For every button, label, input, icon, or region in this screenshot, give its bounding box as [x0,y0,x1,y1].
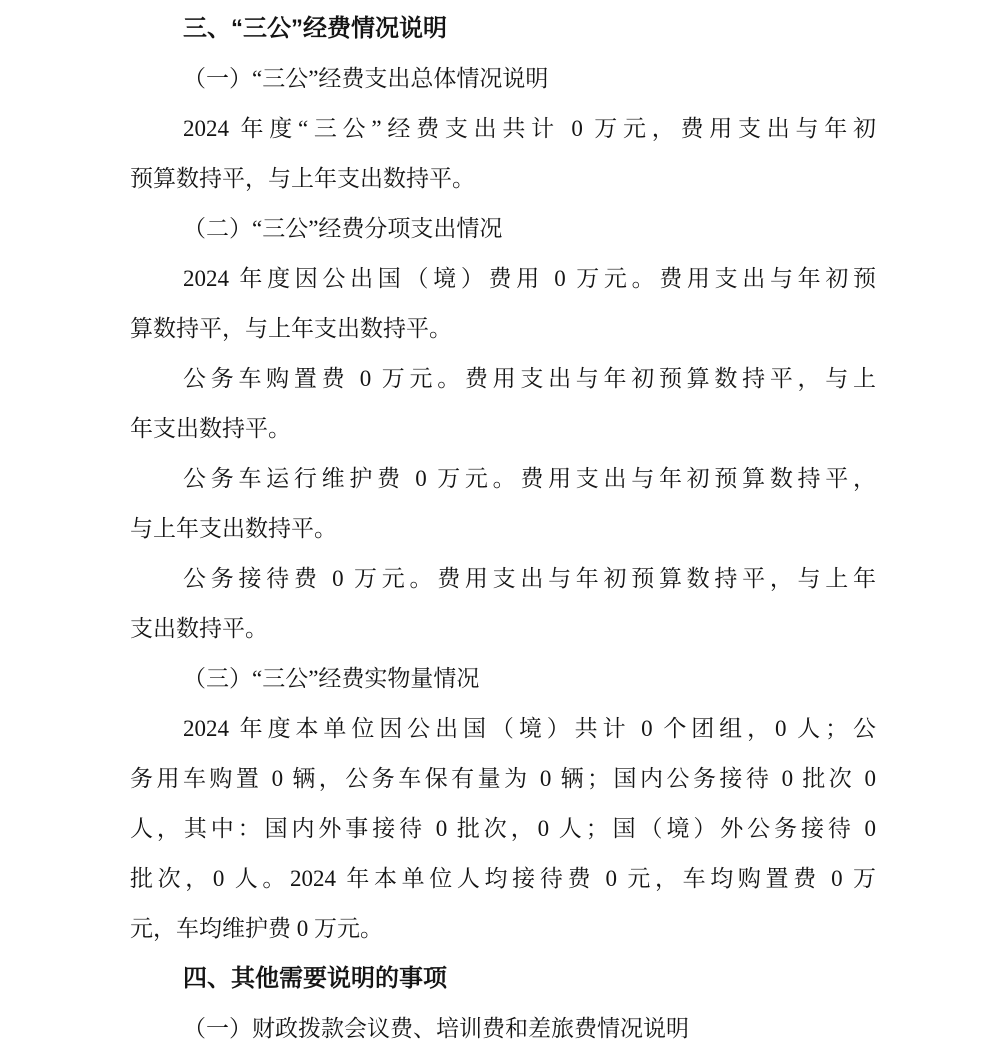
para-vehicle-maintenance-line-2: 与上年支出数持平。 [130,516,337,541]
para-vehicle-maintenance-line-1: 公务车运行维护费 0 万元。费用支出与年初预算数持平， [183,466,876,491]
para-reception-line-2: 支出数持平。 [130,616,268,641]
para-quantity-line-2: 务用车购置 0 辆，公务车保有量为 0 辆；国内公务接待 0 批次 0 [130,766,876,791]
para-quantity-line-1: 2024 年度本单位因公出国（境）共计 0 个团组，0 人；公 [183,716,876,741]
para-quantity-line-4: 批次，0 人。2024 年本单位人均接待费 0 元，车均购置费 0 万 [130,866,876,891]
para-vehicle-purchase-line-1: 公务车购置费 0 万元。费用支出与年初预算数持平，与上 [183,366,876,391]
para-quantity-line-5: 元，车均维护费 0 万元。 [130,916,383,941]
section-heading-other-matters: 四、其他需要说明的事项 [183,965,447,992]
subheading-meeting-training-travel: （一）财政拨款会议费、培训费和差旅费情况说明 [183,1016,689,1041]
para-abroad-line-2: 算数持平，与上年支出数持平。 [130,316,452,341]
para-abroad-line-1: 2024 年度因公出国（境）费用 0 万元。费用支出与年初预 [183,266,876,291]
para-overall-line-2: 预算数持平，与上年支出数持平。 [130,166,475,191]
subheading-physical-quantity: （三）“三公”经费实物量情况 [183,666,480,691]
para-overall-line-1: 2024 年度“三公”经费支出共计 0 万元，费用支出与年初 [183,116,876,141]
para-quantity-line-3: 人，其中：国内外事接待 0 批次，0 人；国（境）外公务接待 0 [130,816,876,841]
para-vehicle-purchase-line-2: 年支出数持平。 [130,416,291,441]
subheading-itemized-expense: （二）“三公”经费分项支出情况 [183,216,503,241]
section-heading-san-gong: 三、“三公”经费情况说明 [183,15,447,42]
subheading-overall-expense: （一）“三公”经费支出总体情况说明 [183,66,549,91]
para-reception-line-1: 公务接待费 0 万元。费用支出与年初预算数持平，与上年 [183,566,876,591]
